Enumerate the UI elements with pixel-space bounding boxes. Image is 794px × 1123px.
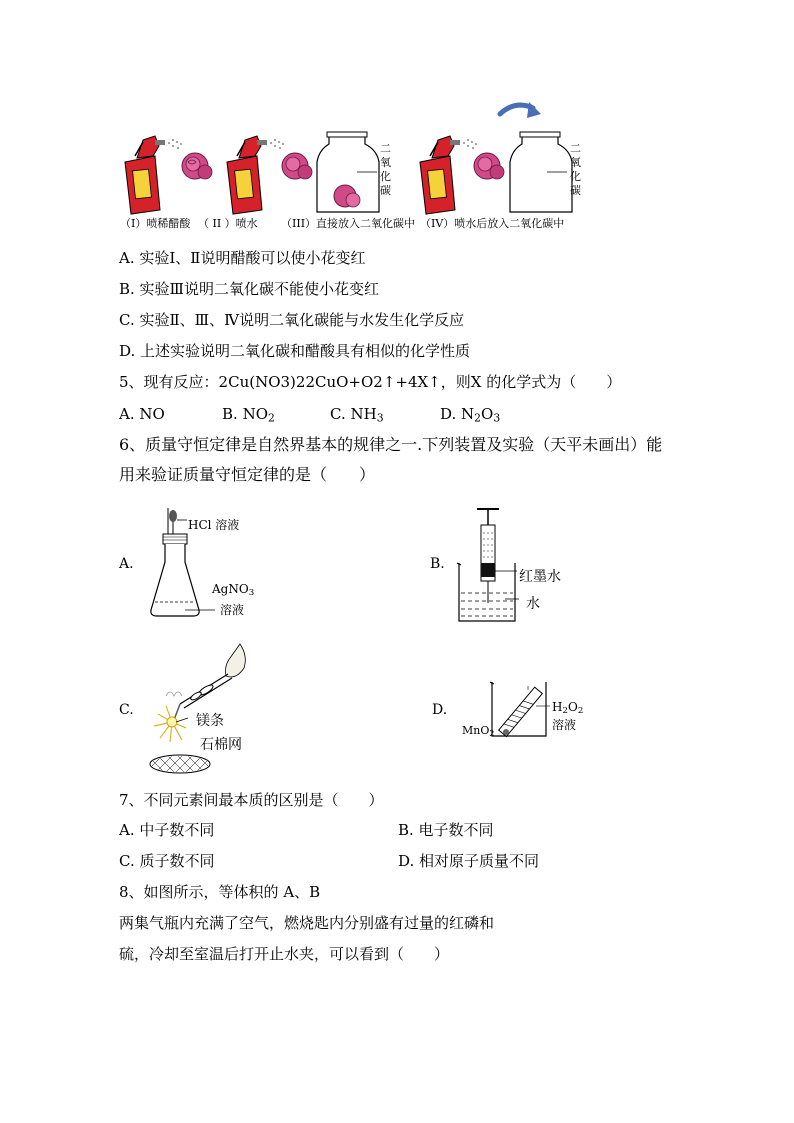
caption-3: （III）直接放入二氧化碳中 <box>281 217 416 230</box>
q4-option-b: B. 实验Ⅲ说明二氧化碳不能使小花变红 <box>119 280 380 298</box>
q4-option-a: A. 实验Ⅰ、Ⅱ说明醋酸可以使小花变红 <box>119 249 366 267</box>
curved-arrow-icon <box>500 102 541 118</box>
svg-text:化: 化 <box>380 170 391 183</box>
q8-line1: 8、如图所示，等体积的 A、B <box>119 883 321 901</box>
q6-label-b: B. <box>430 556 445 572</box>
flower-1 <box>182 153 212 179</box>
flower-3 <box>474 153 504 179</box>
svg-text:二: 二 <box>570 142 581 155</box>
svg-text:氧: 氧 <box>570 156 581 169</box>
q4-option-d: D. 上述实验说明二氧化碳和醋酸具有相似的化学性质 <box>119 342 471 360</box>
caption-2: （ II ）喷水 <box>198 217 258 230</box>
q6-label-a: A. <box>119 556 134 572</box>
flower-2 <box>282 153 312 179</box>
q6-stem-line1: 6、质量守恒定律是自然界基本的规律之一.下列装置及实验（天平未画出）能 <box>119 435 663 454</box>
q7-option-a: A. 中子数不同 <box>119 821 215 839</box>
spray-bottle-1 <box>125 136 165 214</box>
q5-option-c: C. $NH_3$ <box>330 405 384 425</box>
q6-stem-line2: 用来验证质量守恒定律的是（ ） <box>119 465 376 484</box>
q6-b-water-label: 水 <box>526 596 540 612</box>
q6-a-agno3-label: AgNO$_3$ <box>212 582 255 599</box>
svg-text:碳: 碳 <box>570 184 581 197</box>
q6-d-h2o2-label: $H_2O_2$ <box>552 700 584 717</box>
svg-text:碳: 碳 <box>380 184 391 197</box>
svg-text:氧: 氧 <box>380 156 391 169</box>
svg-text:化: 化 <box>570 170 581 183</box>
q7-option-d: D. 相对原子质量不同 <box>398 852 540 870</box>
q7-option-b: B. 电子数不同 <box>398 821 494 839</box>
q6-d-mno2-label: MnO$_2$ <box>462 724 495 738</box>
co2-jar-1-label <box>380 142 391 197</box>
co2-jar-1 <box>317 132 379 212</box>
spray-bottle-3 <box>420 136 477 214</box>
q6-label-d: D. <box>432 702 448 718</box>
q5-option-a: A. NO <box>119 405 165 423</box>
q8-line3: 硫，冷却至室温后打开止水夹，可以看到（ ） <box>119 945 450 963</box>
svg-text:二: 二 <box>380 142 391 155</box>
q7-option-c: C. 质子数不同 <box>119 852 215 870</box>
q6-label-c: C. <box>119 702 134 718</box>
q6-c-mg-label: 镁条 <box>196 713 224 729</box>
q5-option-b: B. $NO_2$ <box>222 405 275 425</box>
q6-b-ink-label: 红墨水 <box>519 569 561 585</box>
q5-option-d: D. $N_2O_3$ <box>440 405 501 425</box>
q5-stem: 5、现有反应：2Cu(NO3)22CuO+O2↑+4X↑，则X 的化学式为（ ） <box>119 373 622 391</box>
q6-d-solution-label: 溶液 <box>552 718 577 732</box>
spray-bottle-2 <box>227 136 284 214</box>
q6-a-hcl-label: HCl 溶液 <box>188 518 240 532</box>
q6-figure-b-syringe <box>455 505 535 625</box>
spray-mist-1 <box>168 139 182 149</box>
q6-figure-d-beaker <box>488 676 558 746</box>
q8-line2: 两集气瓶内充满了空气，燃烧匙内分别盛有过量的红磷和 <box>119 914 495 932</box>
q6-c-mesh-label: 石棉网 <box>200 737 242 753</box>
co2-jar-2 <box>510 132 572 212</box>
q6-a-solution-label: 溶液 <box>220 603 245 617</box>
co2-jar-2-label <box>570 142 581 197</box>
caption-4: （IV）喷水后放入二氧化碳中 <box>420 217 565 230</box>
experiment-illustration <box>115 100 585 215</box>
caption-1: （I）喷稀醋酸 <box>120 217 191 230</box>
q6-figure-c-magnesium <box>140 638 260 778</box>
q4-option-c: C. 实验Ⅱ、Ⅲ、Ⅳ说明二氧化碳能与水发生化学反应 <box>119 311 465 329</box>
q7-stem: 7、不同元素间最本质的区别是（ ） <box>119 791 384 809</box>
